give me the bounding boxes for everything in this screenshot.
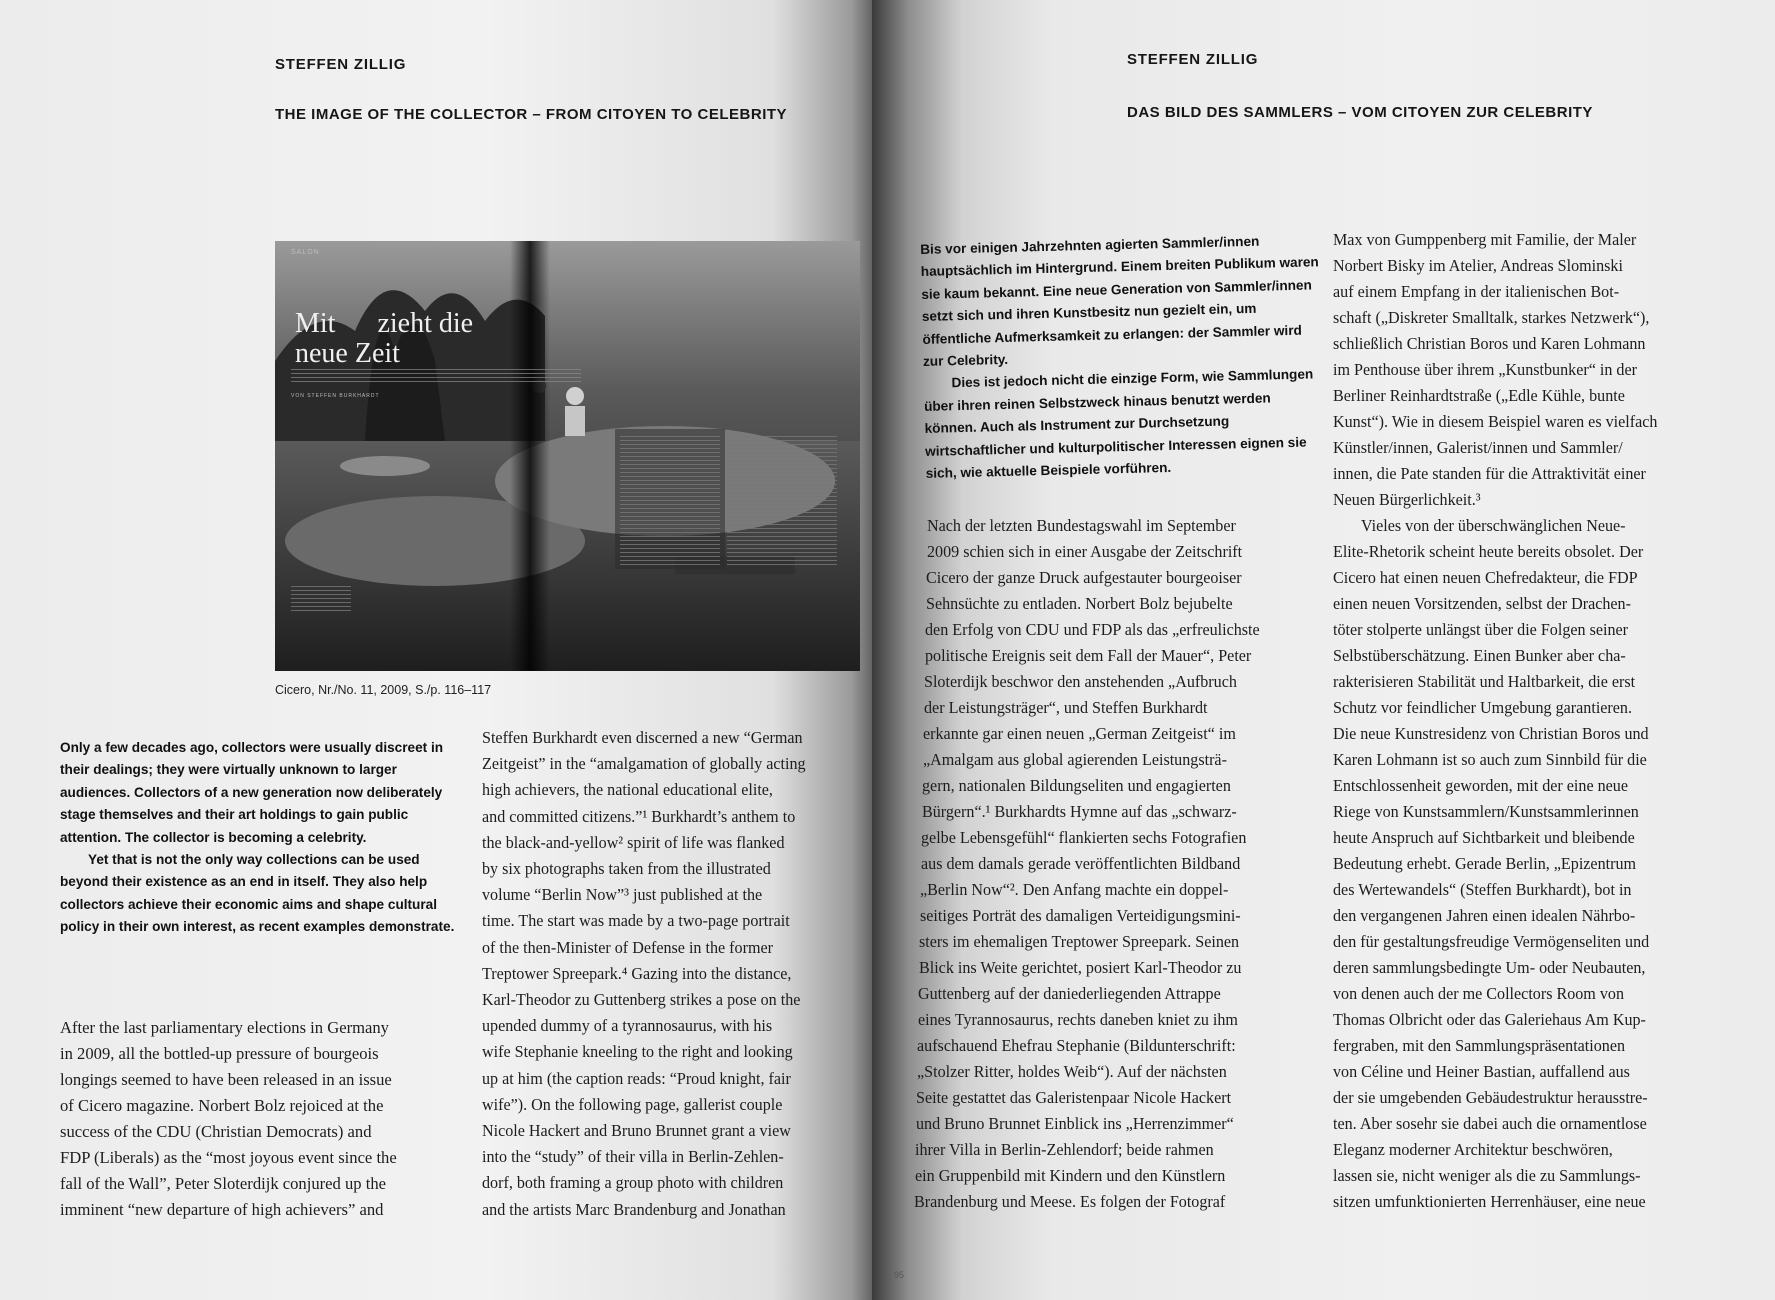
body-line: Bürgern“.¹ Burkhardts Hymne auf das „schwarz- [921, 802, 1237, 821]
body-line: in 2009, all the bottled-up pressure of bourgeois [60, 1044, 379, 1063]
body-line: Steffen Burkhardt even discerned a new “German [482, 728, 803, 747]
body-line: up at him (the caption reads: “Proud knight, fair [482, 1068, 791, 1088]
body-line: of the then-Minister of Defense in the former [482, 937, 773, 957]
body-line: After the last parliamentary elections in Germany [60, 1018, 389, 1037]
body-line: into the “study” of their villa in Berlin-Zehlen- [482, 1147, 784, 1167]
body-line: von Céline und Heiner Bastian, auffallend aus [1333, 1062, 1630, 1081]
body-line: deren sammlungsbedingte Um- oder Neubauten, [1333, 958, 1646, 977]
body-line: aus dem damals gerade veröffentlichten Bildband [920, 854, 1240, 873]
body-line: Cicero hat einen neuen Chefredakteur, die FDP [1333, 568, 1638, 587]
body-line: Nicole Hackert and Bruno Brunnet grant a view [482, 1121, 791, 1140]
body-line: Treptower Spreepark.⁴ Gazing into the distance, [482, 963, 792, 983]
magazine-section: SALON [291, 249, 320, 256]
body-line: wife”). On the following page, gallerist couple [482, 1094, 783, 1114]
body-line: Karen Lohmann ist so auch zum Sinnbild für die [1333, 750, 1647, 769]
right-lead-paragraph-1: Bis vor einigen Jahrzehnten agierten Sammler/innen hauptsächlich im Hintergrund. Einem breiten Publikum waren sie kaum bekannt. Eine neue Generation von Sammler/innen setzt sich und ihren Kunstbesitz nun gezielt ein, um öffentliche Aufmerksamkeit zu erlangen: der Sammler wird zur Celebrity. [920, 233, 1319, 369]
magazine-figure [275, 241, 860, 671]
body-line: einen neuen Vorsitzenden, selbst der Drachen- [1333, 594, 1631, 613]
body-line: Cicero der ganze Druck aufgestauter bourgeoiser [926, 568, 1242, 587]
body-line: Künstler/innen, Galerist/innen und Sammler/ [1333, 438, 1623, 457]
left-author: STEFFEN ZILLIG [275, 56, 407, 73]
body-line: Elite-Rhetorik scheint heute bereits obsolet. Der [1333, 542, 1644, 561]
body-line: Sloterdijk beschwor den anstehenden „Aufbruch [924, 672, 1237, 691]
magazine-byline: VON STEFFEN BURKHARDT [291, 393, 380, 399]
body-line: politische Ereignis seit dem Fall der Mauer“, Peter [924, 646, 1251, 665]
body-line: rakterisieren Stabilität und Haltbarkeit, die erst [1333, 672, 1636, 691]
body-line: 2009 schien sich in einer Ausgabe der Zeitschrift [926, 542, 1242, 561]
body-line: den vergangenen Jahren einen idealen Nährbo- [1333, 906, 1636, 925]
body-line: Eleganz moderner Architektur beschwören, [1333, 1140, 1613, 1159]
body-line: und Bruno Brunnet Einblick ins „Herrenzimmer“ [915, 1114, 1234, 1133]
body-line: Norbert Bisky im Atelier, Andreas Slominski [1333, 256, 1623, 275]
body-line: erkannte gar einen neuen „German Zeitgeist“ im [923, 724, 1236, 743]
body-line: by six photographs taken from the illustrated [482, 859, 771, 878]
body-line: Selbstüberschätzung. Einen Bunker aber cha- [1333, 646, 1626, 665]
body-line: auf einem Empfang in der italienischen Bot- [1333, 282, 1620, 301]
body-line: wife Stephanie kneeling to the right and looking [482, 1042, 793, 1062]
body-line: fall of the Wall”, Peter Sloterdijk conjured up the [60, 1174, 386, 1193]
body-line: Thomas Olbricht oder das Galeriehaus Am Kup- [1333, 1010, 1646, 1029]
body-line: Schutz vor feindlicher Umgebung garantieren. [1333, 698, 1633, 717]
body-line: Berliner Reinhardtstraße („Edle Kühle, bunte [1333, 386, 1625, 405]
body-line: Nach der letzten Bundestagswahl im September [927, 516, 1236, 535]
body-line: der Leistungsträger“, und Steffen Burkhardt [923, 698, 1208, 717]
body-line: Kunst“). Wie in diesem Beispiel waren es vielfach [1333, 412, 1658, 431]
left-lead-paragraph-1: Only a few decades ago, collectors were usually discreet in their dealings; they were virtually unknown to larger audiences. Collectors of a new generation now deliberately stage themselves and their art holdings to gain public attention. The collector is becoming a celebrity. [60, 740, 444, 845]
body-line: seitiges Porträt des damaligen Verteidigungsmini- [919, 906, 1241, 925]
body-line: lassen sie, nicht weniger als die zu Sammlungs- [1333, 1166, 1641, 1185]
body-line: „Stolzer Ritter, holdes Weib“). Auf der nächsten [916, 1062, 1227, 1081]
right-author: STEFFEN ZILLIG [1127, 51, 1259, 68]
body-line: high achievers, the national educational elite, [482, 780, 773, 800]
body-line: Seite gestattet das Galeristenpaar Nicole Hackert [916, 1088, 1232, 1107]
magazine-column-1 [620, 436, 720, 566]
body-line: Karl-Theodor zu Guttenberg strikes a pose on the [482, 990, 801, 1009]
body-line: töter stolperte unlängst über die Folgen seiner [1333, 620, 1629, 639]
left-lead-paragraph-2: Yet that is not the only way collections can be used beyond their existence as an end in itself. They also help collectors achieve their economic aims and shape cultural policy in their own interest, as recent examples demonstrate. [60, 852, 455, 935]
body-line: imminent “new departure of high achievers” and [60, 1200, 384, 1219]
body-line: the black-and-yellow² spirit of life was flanked [482, 832, 785, 852]
left-title: THE IMAGE OF THE COLLECTOR – FROM CITOYEN TO CELEBRITY [275, 106, 788, 123]
body-line: im Penthouse über ihrem „Kunstbunker“ in der [1333, 360, 1637, 379]
body-line: and the artists Marc Brandenburg and Jonathan [482, 1199, 786, 1219]
body-line: FDP (Liberals) as the “most joyous event since the [60, 1148, 397, 1167]
body-line: sters im ehemaligen Treptower Spreepark. Seinen [919, 932, 1240, 951]
body-line: gern, nationalen Bildungseliten und engagierten [922, 776, 1231, 795]
body-line: Zeitgeist” in the “amalgamation of globally acting [482, 754, 806, 774]
body-line: „Amalgam aus global agierenden Leistungsträ- [922, 750, 1227, 769]
body-line: innen, die Pate standen für die Attraktivität einer [1333, 464, 1646, 483]
body-line: aufschauend Ehefrau Stephanie (Bildunterschrift: [917, 1036, 1236, 1055]
body-line: of Cicero magazine. Norbert Bolz rejoiced at the [60, 1096, 384, 1115]
body-line: den Erfolg von CDU und FDP als das „erfreulichste [925, 620, 1260, 639]
right-title: DAS BILD DES SAMMLERS – VOM CITOYEN ZUR CELEBRITY [1127, 104, 1593, 121]
body-line: von denen auch der me Collectors Room von [1333, 984, 1625, 1003]
right-page [872, 0, 1775, 1300]
body-line: heute Anspruch auf Sichtbarkeit und bleibende [1333, 828, 1635, 847]
body-line: Vieles von der überschwänglichen Neue- [1361, 516, 1626, 535]
body-line: eines Tyrannosaurus, rechts daneben kniet zu ihm [917, 1010, 1238, 1029]
body-line: Die neue Kunstresidenz von Christian Boros und [1333, 724, 1649, 743]
body-line: ihrer Villa in Berlin-Zehlendorf; beide rahmen [915, 1140, 1214, 1159]
body-line: longings seemed to have been released in an issue [60, 1070, 392, 1089]
body-line: dorf, both framing a group photo with children [482, 1173, 784, 1193]
body-line: Riege von Kunstsammlern/Kunstsammlerinnen [1333, 802, 1639, 821]
body-line: Blick ins Weite gerichtet, posiert Karl-Theodor zu [918, 958, 1241, 977]
body-line: Sehnsüchte zu entladen. Norbert Bolz bejubelte [925, 594, 1233, 613]
left-page [0, 0, 878, 1300]
body-line: sitzen umfunktionierten Herrenhäuser, eine neue [1333, 1192, 1646, 1211]
body-line: and committed citizens.”¹ Burkhardt’s anthem to [482, 806, 796, 826]
body-line: Guttenberg auf der daniederliegenden Attrappe [918, 984, 1221, 1003]
body-line: der sie umgebenden Gebäudestruktur herausstre- [1333, 1088, 1648, 1107]
body-line: ten. Aber sosehr sie dabei auch die ornamentlose [1333, 1114, 1647, 1133]
body-line: Neuen Bürgerlichkeit.³ [1333, 490, 1481, 509]
body-line: time. The start was made by a two-page portrait [482, 911, 790, 931]
body-line: des Wertewandels“ (Steffen Burkhardt), bot in [1333, 880, 1632, 899]
body-line: den für gestaltungsfreudige Vermögenseliten und [1333, 932, 1650, 951]
body-line: volume “Berlin Now”³ just published at the [482, 885, 763, 905]
body-line: schaft („Diskreter Smalltalk, starkes Netzwerk“), [1333, 308, 1650, 327]
body-line: ein Gruppenbild mit Kindern und den Künstlern [914, 1166, 1225, 1185]
figure-caption: Cicero, Nr./No. 11, 2009, S./p. 116–117 [275, 683, 492, 697]
body-line: Max von Gumppenberg mit Familie, der Maler [1333, 230, 1637, 249]
body-line: Bedeutung erhebt. Gerade Berlin, „Epizentrum [1333, 854, 1637, 873]
body-line: gelbe Lebensgefühl“ flankierten sechs Fotografien [921, 828, 1247, 847]
body-line: Brandenburg und Meese. Es folgen der Fotograf [914, 1192, 1226, 1211]
magazine-intro-text [291, 369, 581, 385]
page-number: 95 [894, 1270, 905, 1280]
body-line: Entschlossenheit geworden, mit der eine neue [1333, 776, 1629, 795]
right-lead-paragraph-2: Dies ist jedoch nicht die einzige Form, wie Sammlungen über ihren reinen Selbstzweck hinaus benutzt werden können. Auch als Instrument zur Durchsetzung wirtschaftlicher und kulturpolitischer Interessen eignen sie sich, wie aktuelle Beispiele vorführen. [923, 366, 1314, 481]
body-line: success of the CDU (Christian Democrats) and [60, 1122, 372, 1141]
body-line: „Berlin Now“². Den Anfang machte ein doppel- [920, 880, 1229, 899]
right-lead [920, 229, 1326, 485]
magazine-column-2 [727, 436, 837, 566]
body-line: fergraben, mit den Sammlungspräsentationen [1333, 1036, 1626, 1055]
body-line: schließlich Christian Boros und Karen Lohmann [1333, 334, 1646, 353]
magazine-photo-caption [291, 586, 351, 614]
magazine-headline: Mit zieht die neue Zeit [295, 308, 474, 369]
body-line: upended dummy of a tyrannosaurus, with his [482, 1016, 773, 1036]
left-lead [60, 737, 463, 939]
